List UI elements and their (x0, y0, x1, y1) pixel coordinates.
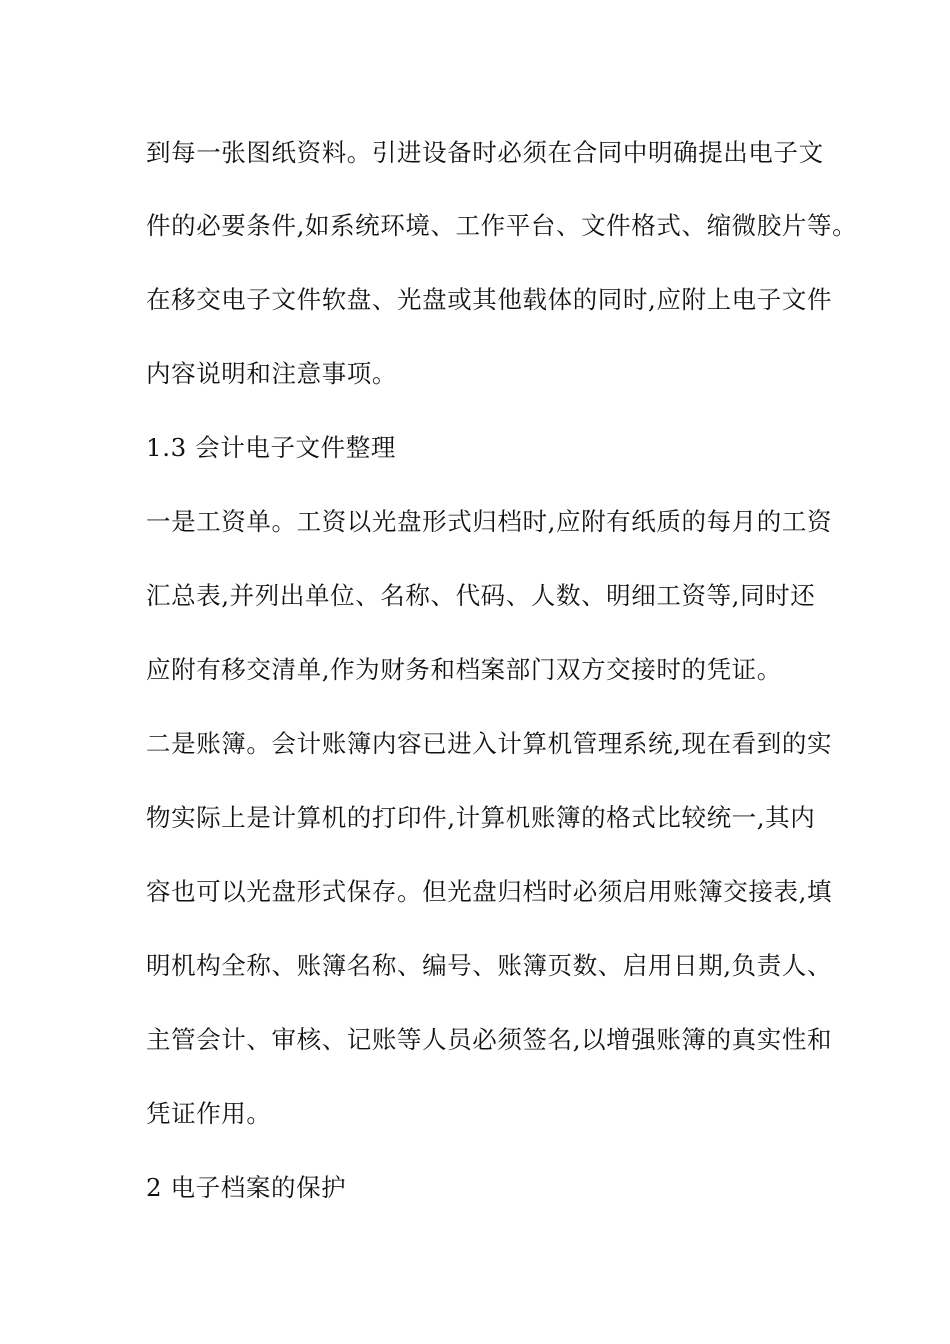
paragraph-line-3: 在移交电子文件软盘、光盘或其他载体的同时,应附上电子文件 (146, 285, 833, 314)
paragraph-line-8: 二是账簿。会计账簿内容已进入计算机管理系统,现在看到的实 (146, 729, 833, 758)
paragraph-line-6: 汇总表,并列出单位、名称、代码、人数、明细工资等,同时还 (146, 581, 816, 610)
paragraph-line-1: 到每一张图纸资料。引进设备时必须在合同中明确提出电子文 (146, 138, 824, 167)
paragraph-line-4: 内容说明和注意事项。 (146, 359, 397, 388)
section-heading-2: 2 电子档案的保护 (146, 1173, 347, 1202)
section-heading-1-3: 1.3 会计电子文件整理 (146, 433, 396, 462)
paragraph-line-12: 主管会计、审核、记账等人员必须签名,以增强账簿的真实性和 (146, 1025, 833, 1054)
paragraph-line-10: 容也可以光盘形式保存。但光盘归档时必须启用账簿交接表,填 (146, 877, 833, 906)
paragraph-line-7: 应附有移交清单,作为财务和档案部门双方交接时的凭证。 (146, 655, 782, 684)
paragraph-line-5: 一是工资单。工资以光盘形式归档时,应附有纸质的每月的工资 (146, 507, 833, 536)
paragraph-line-2: 件的必要条件,如系统环境、工作平台、文件格式、缩微胶片等。 (146, 211, 858, 240)
paragraph-line-13: 凭证作用。 (146, 1099, 272, 1128)
paragraph-line-9: 物实际上是计算机的打印件,计算机账簿的格式比较统一,其内 (146, 803, 816, 832)
paragraph-line-11: 明机构全称、账簿名称、编号、账簿页数、启用日期,负责人、 (146, 951, 833, 980)
